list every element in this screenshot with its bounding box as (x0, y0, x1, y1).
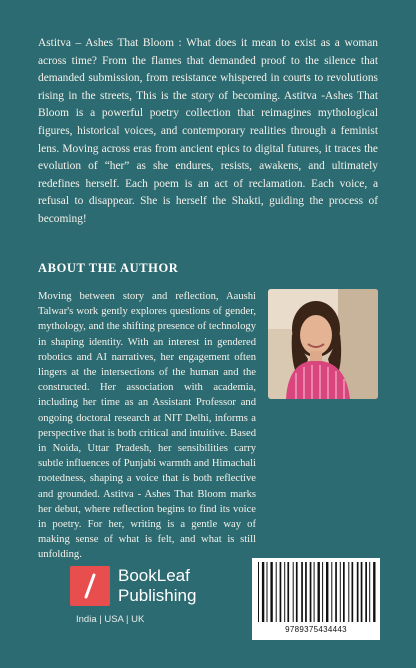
barcode-bar (348, 562, 349, 622)
barcode-bar (343, 562, 345, 622)
barcode-bar (267, 562, 268, 622)
barcode-bar (305, 562, 307, 622)
barcode-bar (352, 562, 354, 622)
isbn-barcode (252, 558, 380, 640)
barcode-bar (314, 562, 315, 622)
barcode-bar (262, 562, 264, 622)
book-blurb: Astitva – Ashes That Bloom : What does it mean to exist as a woman across time? From the flames that demanded proof to the silence that demanded submission, from resistance whispered in courts to revolutions rising in the streets, This is the story of becoming. Astitva -Ashes That Bloom is a powerful poetry collection that reimagines mythological figures, historical voices, and contemporary realities through a feminist lens. Moving across eras from ancient epics to digital futures, it traces the evolution of “her” as she endures, resists, awakens, and ultimately redefines herself. Each poem is an act of reclamation. Each voice, a refusal to disappear. She is herself the Shakti, guiding the process of becoming! (38, 37, 378, 225)
barcode-bar (340, 562, 341, 622)
barcode-bar (310, 562, 312, 622)
publisher-regions: India | USA | UK (76, 614, 145, 625)
publisher-name-line1: BookLeaf (118, 566, 190, 585)
barcode-bar (369, 562, 370, 622)
about-author-heading: ABOUT THE AUTHOR (38, 261, 179, 275)
barcode-bar (284, 562, 285, 622)
barcode-bars (256, 562, 376, 622)
barcode-bar (335, 562, 337, 622)
barcode-bar (357, 562, 359, 622)
barcode-bar (258, 562, 259, 622)
barcode-bar (280, 562, 282, 622)
isbn-number: 9789375434443 (285, 625, 347, 634)
publisher-logo-icon (70, 566, 110, 606)
publisher-name-line2: Publishing (118, 586, 197, 605)
barcode-bar (293, 562, 294, 622)
barcode-bar (276, 562, 277, 622)
barcode-bar (322, 562, 323, 622)
barcode-bar (331, 562, 332, 622)
barcode-bar (296, 562, 298, 622)
author-photo (268, 289, 378, 399)
author-bio: Moving between story and reflection, Aaushi Talwar's work gently explores questions of gender, mythology, and the shifting presence of technology in shaping identity. With an interest in gendered robotics and AI narratives, her engagement often lingers at the intersections of the human and the constructed. Her association with academia, including her time as an Assistant Professor and ongoing doctoral research at NIT Delhi, informs a perspective that is both critical and intuitive. Based in Noida, Uttar Pradesh, her sensibilities carry subtle influences of Punjabi warmth and Himachali rootedness, shaping a voice that is both reflective and grounded. Astitva - Ashes That Bloom marks her debut, where reflection begins to find its voice in poetry. For her, writing is a gentle way of making sense of what is felt, and what is still unfolding. (38, 291, 256, 561)
barcode-bar (326, 562, 328, 622)
barcode-bar (361, 562, 363, 622)
barcode-bar (287, 562, 289, 622)
barcode-bar (270, 562, 272, 622)
barcode-bar (301, 562, 303, 622)
barcode-bar (373, 562, 375, 622)
barcode-bar (365, 562, 367, 622)
barcode-bar (318, 562, 320, 622)
